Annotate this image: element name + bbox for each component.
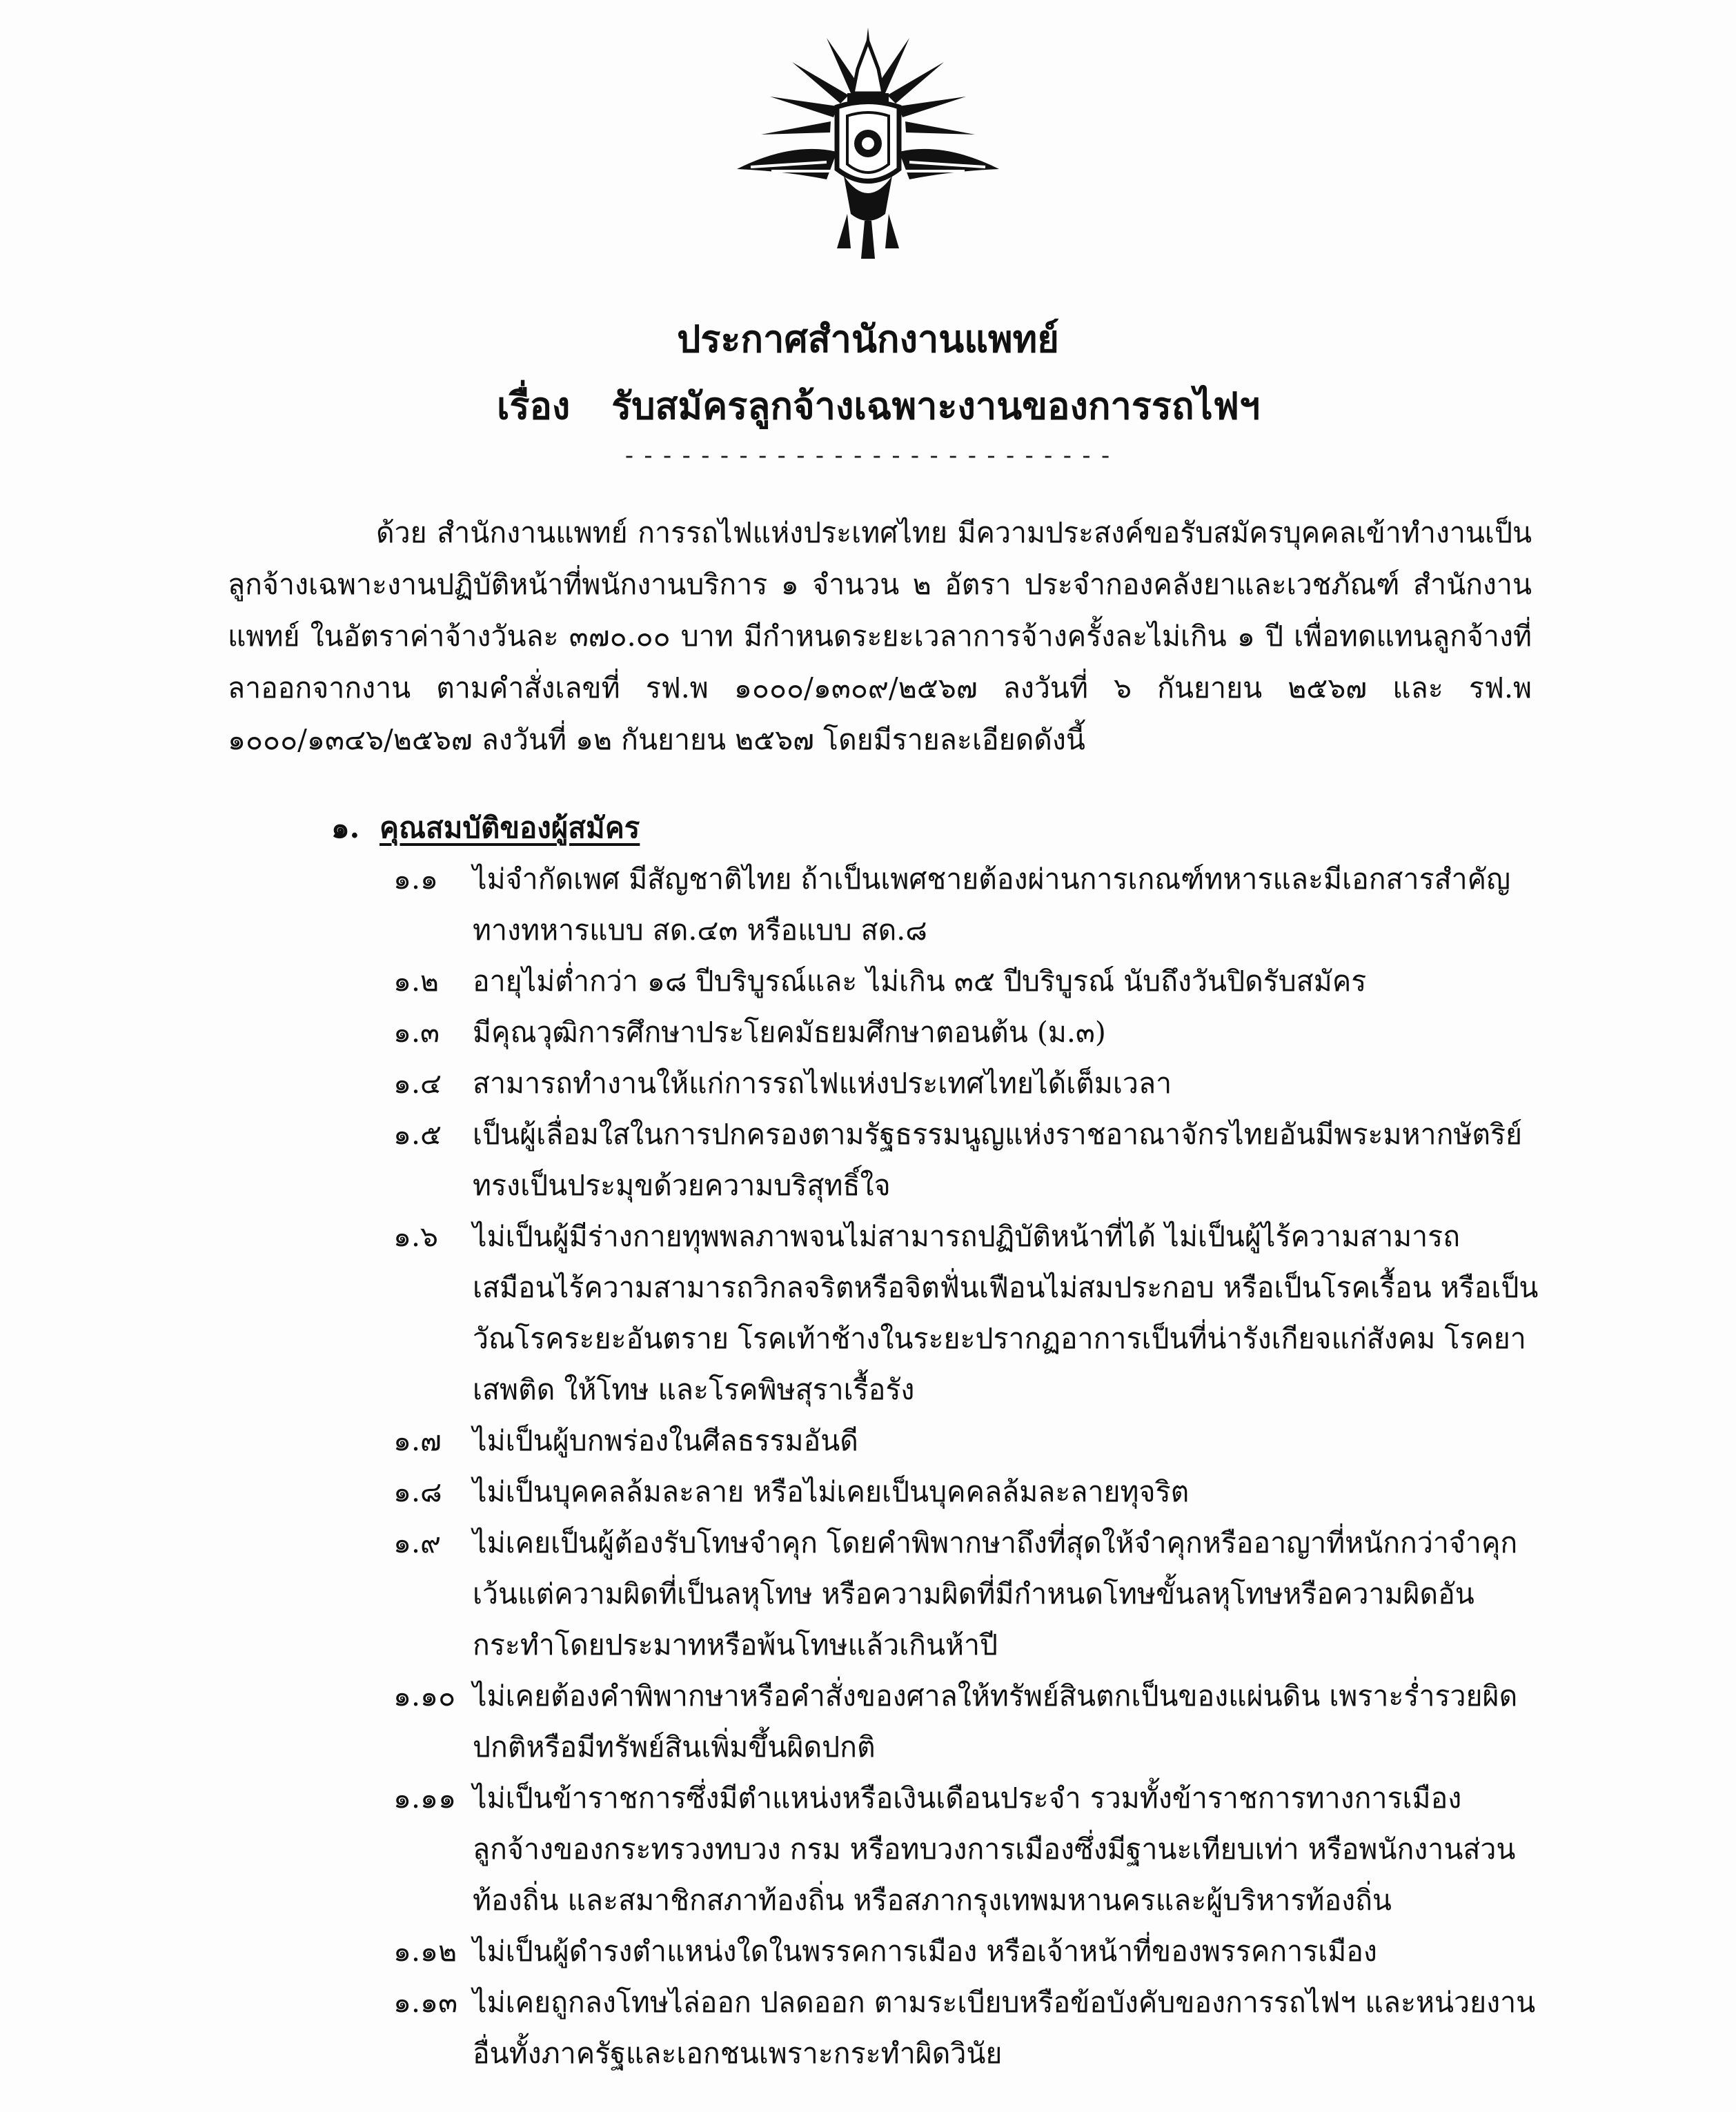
qualification-list — [393, 853, 1539, 2079]
section-number: ๑. — [331, 811, 360, 845]
list-item — [393, 1109, 1539, 1211]
subject-label: เรื่อง — [497, 384, 571, 428]
list-item — [393, 1466, 1539, 1517]
item-text: ไม่เป็นผู้บกพร่องในศีลธรรมอันดี — [473, 1424, 858, 1457]
list-item — [393, 1926, 1539, 1977]
item-number: ๑.๑ — [393, 862, 439, 896]
item-text: เป็นผู้เลื่อมใสในการปกครองตามรัฐธรรมนูญแห่งราชอาณาจักรไทยอันมีพระมหากษัตริย์ทรงเป็นประมุขด้วยความบริสุทธิ์ใจ — [473, 1118, 1523, 1202]
item-number: ๑.๕ — [393, 1118, 442, 1151]
item-text: ไม่เคยถูกลงโทษไล่ออก ปลดออก ตามระเบียบหรือข้อบังคับของการรถไฟฯ และหน่วยงานอื่นทั้งภาครัฐและเอกชนเพราะกระทำผิดวินัย — [473, 1986, 1536, 2070]
title-divider: - - - - - - - - - - - - - - - - - - - - - - - - - - — [624, 442, 1112, 470]
document-title: ประกาศสำนักงานแพทย์ — [677, 317, 1059, 361]
list-item — [393, 956, 1539, 1007]
item-number: ๑.๑๓ — [393, 1986, 458, 2019]
item-number: ๑.๖ — [393, 1220, 439, 1253]
section-title: คุณสมบัติของผู้สมัคร — [379, 811, 640, 845]
item-text: ไม่เป็นผู้มีร่างกายทุพพลภาพจนไม่สามารถปฏิบัติหน้าที่ได้ ไม่เป็นผู้ไร้ความสามารถเสมือนไร้ความสามารถวิกลจริตหรือจิตฟั่นเฟือนไม่สมประกอบ หรือเป็นโรคเรื้อน หรือเป็นวัณโรคระยะอันตราย โรคเท้าช้างในระยะปรากฏอาการเป็นที่น่ารังเกียจแก่สังคม โรคยาเสพติด ให้โทษ และโรคพิษสุราเรื้อรัง — [473, 1220, 1539, 1406]
item-text: ไม่เป็นบุคคลล้มละลาย หรือไม่เคยเป็นบุคคลล้มละลายทุจริต — [473, 1475, 1190, 1508]
section-heading — [331, 805, 640, 851]
item-number: ๑.๘ — [393, 1475, 442, 1508]
item-text: ไม่เคยต้องคำพิพากษาหรือคำสั่งของศาลให้ทรัพย์สินตกเป็นของแผ่นดิน เพราะร่ำรวยผิดปกติหรือมีทรัพย์สินเพิ่มขึ้นผิดปกติ — [473, 1679, 1518, 1764]
item-number: ๑.๑๐ — [393, 1679, 456, 1713]
list-item — [393, 1977, 1539, 2079]
list-item — [393, 1773, 1539, 1926]
item-text: ไม่เป็นผู้ดำรงตำแหน่งใดในพรรคการเมือง หรือเจ้าหน้าที่ของพรรคการเมือง — [473, 1935, 1377, 1968]
list-item — [393, 1211, 1539, 1415]
item-number: ๑.๑๒ — [393, 1935, 457, 1968]
item-number: ๑.๑๑ — [393, 1782, 457, 1815]
item-number: ๑.๓ — [393, 1016, 440, 1049]
item-number: ๑.๙ — [393, 1526, 442, 1559]
item-number: ๑.๒ — [393, 965, 440, 998]
item-text: มีคุณวุฒิการศึกษาประโยคมัธยมศึกษาตอนต้น (ม.๓) — [473, 1016, 1106, 1049]
list-item — [393, 1415, 1539, 1466]
intro-text: ด้วย สำนักงานแพทย์ การรถไฟแห่งประเทศไทย มีความประสงค์ขอรับสมัครบุคคลเข้าทำงานเป็นลูกจ้างเฉพาะงานปฏิบัติหน้าที่พนักงานบริการ ๑ จำนวน ๒ อัตรา ประจำกองคลังยาและเวชภัณฑ์ สำนักงานแพทย์ ในอัตราค่าจ้างวันละ ๓๗๐.๐๐ บาท มีกำหนดระยะเวลาการจ้างครั้งละไม่เกิน ๑ ปี เพื่อทดแทนลูกจ้างที่ลาออกจากงาน ตามคำสั่งเลขที่ รฟ.พ ๑๐๐๐/๑๓๐๙/๒๕๖๗ ลงวันที่ ๖ กันยายน ๒๕๖๗ และ รฟ.พ ๑๐๐๐/๑๓๔๖/๒๕๖๗ ลงวันที่ ๑๒ กันยายน ๒๕๖๗ โดยมีรายละเอียดดังนี้ — [228, 516, 1532, 756]
list-item — [393, 853, 1539, 956]
item-number: ๑.๔ — [393, 1067, 442, 1100]
item-text: ไม่เคยเป็นผู้ต้องรับโทษจำคุก โดยคำพิพากษาถึงที่สุดให้จำคุกหรืออาญาที่หนักกว่าจำคุกเว้นแต่ความผิดที่เป็นลหุโทษ หรือความผิดที่มีกำหนดโทษขั้นลหุโทษหรือความผิดอันกระทำโดยประมาทหรือพ้นโทษแล้วเกินห้าปี — [473, 1526, 1518, 1661]
list-item — [393, 1670, 1539, 1773]
subject-text: รับสมัครลูกจ้างเฉพาะงานของการรถไฟฯ — [611, 384, 1261, 428]
item-text: ไม่จำกัดเพศ มีสัญชาติไทย ถ้าเป็นเพศชายต้องผ่านการเกณฑ์ทหารและมีเอกสารสำคัญทางทหารแบบ สด.๔๓ หรือแบบ สด.๘ — [473, 862, 1511, 947]
item-number: ๑.๗ — [393, 1424, 442, 1457]
document-subject-line — [497, 376, 1260, 435]
item-text: อายุไม่ต่ำกว่า ๑๘ ปีบริบูรณ์และ ไม่เกิน ๓๕ ปีบริบูรณ์ นับถึงวันปิดรับสมัคร — [473, 965, 1367, 998]
intro-paragraph — [228, 507, 1532, 766]
item-text: ไม่เป็นข้าราชการซึ่งมีตำแหน่งหรือเงินเดือนประจำ รวมทั้งข้าราชการทางการเมืองลูกจ้างของกระทรวงทบวง กรม หรือทบวงการเมืองซึ่งมีฐานะเทียบเท่า หรือพนักงานส่วนท้องถิ่น และสมาชิกสภาท้องถิ่น หรือสภากรุงเทพมหานครและผู้บริหารท้องถิ่น — [473, 1782, 1516, 1917]
list-item — [393, 1517, 1539, 1670]
list-item — [393, 1058, 1539, 1109]
item-text: สามารถทำงานให้แก่การรถไฟแห่งประเทศไทยได้เต็มเวลา — [473, 1067, 1172, 1100]
list-item — [393, 1007, 1539, 1058]
state-railway-of-thailand-emblem-icon — [723, 21, 1013, 297]
